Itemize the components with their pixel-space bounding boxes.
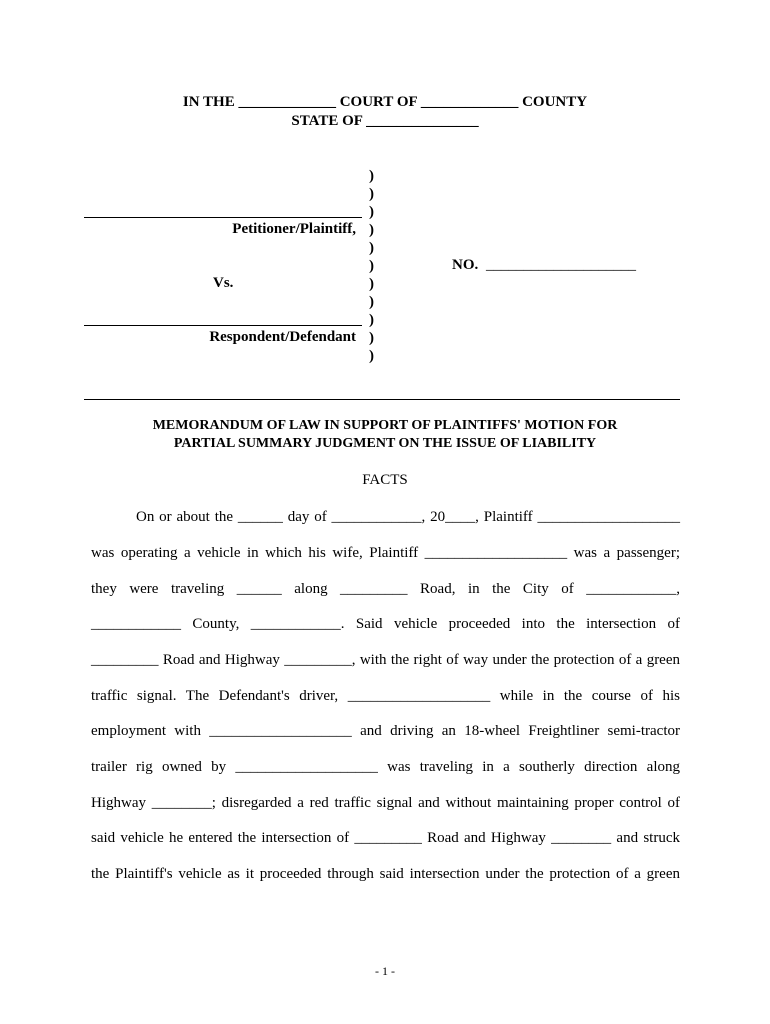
case-number-blank: ____________________ bbox=[486, 257, 636, 273]
body-line: On or about the ______ day of ____________, 20____, Plaintiff ___________________ bbox=[136, 509, 680, 525]
caption-divider bbox=[84, 399, 680, 400]
versus-label: Vs. bbox=[213, 275, 234, 291]
body-line: _________ Road and Highway _________, with the right of way under the protection of a green bbox=[91, 652, 680, 668]
caption-paren: ) bbox=[369, 312, 374, 328]
caption-paren: ) bbox=[369, 276, 374, 292]
caption-paren: ) bbox=[369, 186, 374, 202]
caption-paren: ) bbox=[369, 294, 374, 310]
respondent-label: Respondent/Defendant bbox=[209, 329, 356, 345]
body-line: they were traveling ______ along _________ Road, in the City of ____________, bbox=[91, 581, 680, 597]
body-line: trailer rig owned by ___________________ was traveling in a southerly direction along bbox=[91, 759, 680, 775]
caption-paren: ) bbox=[369, 258, 374, 274]
caption-paren: ) bbox=[369, 222, 374, 238]
body-line: Highway ________; disregarded a red traffic signal and without maintaining proper control of bbox=[91, 795, 680, 811]
body-line: was operating a vehicle in which his wife, Plaintiff ___________________ was a passenger; bbox=[91, 545, 680, 561]
section-heading-facts: FACTS bbox=[362, 472, 408, 488]
caption-paren: ) bbox=[369, 168, 374, 184]
document-title-line-1: MEMORANDUM OF LAW IN SUPPORT OF PLAINTIFFS' MOTION FOR bbox=[152, 418, 618, 433]
document-title-line-2: PARTIAL SUMMARY JUDGMENT ON THE ISSUE OF LIABILITY bbox=[173, 436, 597, 451]
state-heading: STATE OF _______________ bbox=[291, 113, 479, 129]
caption-paren: ) bbox=[369, 204, 374, 220]
body-line: employment with ___________________ and driving an 18-wheel Freightliner semi-tractor bbox=[91, 723, 680, 739]
body-line: ____________ County, ____________. Said vehicle proceeded into the intersection of bbox=[91, 616, 680, 632]
page-number: - 1 - bbox=[375, 964, 395, 978]
petitioner-label: Petitioner/Plaintiff, bbox=[232, 221, 356, 237]
body-line: the Plaintiff's vehicle as it proceeded through said intersection under the protection of a green bbox=[91, 866, 680, 882]
court-heading: IN THE _____________ COURT OF _____________ COUNTY bbox=[182, 94, 588, 110]
caption-paren: ) bbox=[369, 330, 374, 346]
body-line: traffic signal. The Defendant's driver, ___________________ while in the course of his bbox=[91, 688, 680, 704]
caption-paren: ) bbox=[369, 240, 374, 256]
caption-paren: ) bbox=[369, 348, 374, 364]
respondent-blank-line bbox=[84, 325, 362, 326]
body-line: said vehicle he entered the intersection of _________ Road and Highway ________ and struck bbox=[91, 830, 680, 846]
petitioner-blank-line bbox=[84, 217, 362, 218]
case-number-label: NO. bbox=[452, 257, 479, 273]
